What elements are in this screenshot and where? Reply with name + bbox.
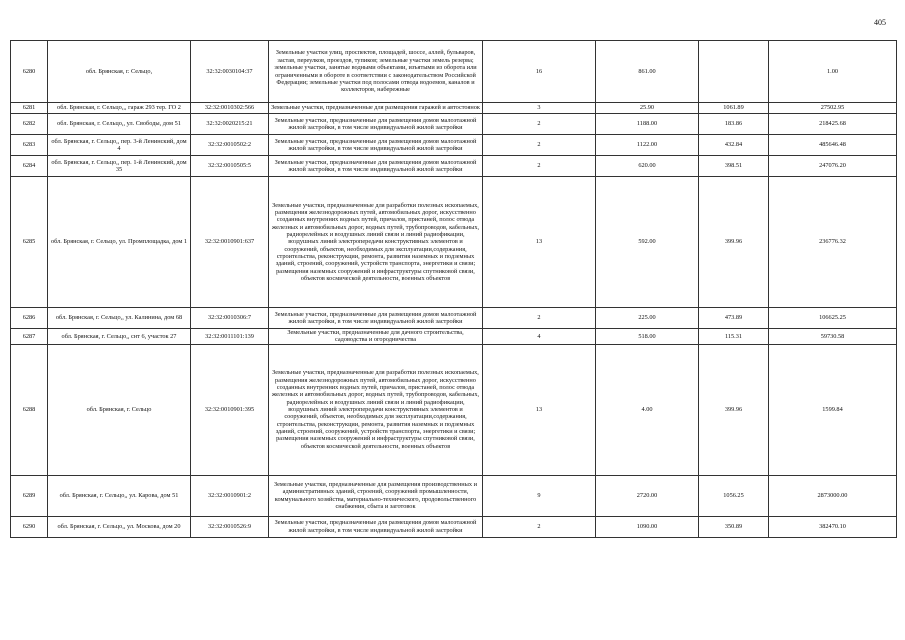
cadastral-value-cell: 27502.95	[769, 103, 897, 114]
table-row	[11, 156, 897, 177]
address-cell: обл. Брянская, г. Сельцо,, ул. Москова, дом 20	[48, 516, 191, 537]
area-cell: 592.00	[596, 177, 699, 308]
row-number-cell: 6288	[11, 344, 48, 475]
cadastral-number-cell: 32:32:0010505:5	[191, 156, 269, 177]
cadastral-number-cell: 32:32:0020215:21	[191, 114, 269, 135]
group-code-cell: 13	[483, 177, 596, 308]
land-use-cell: Земельные участки, предназначенные для размещения домов малоэтажной жилой застройки, в том числе индивидуальной жилой застройки	[269, 156, 483, 177]
area-cell: 25.90	[596, 103, 699, 114]
land-use-cell: Земельные участки, предназначенные для разработки полезных ископаемых, размещения железнодорожных путей, автомобильных дорог, искусственно созданных внутренних водных путей, причалов, пристаней, полос отвода железных и автомобильных дорог, водных путей, трубопроводов, кабельных, радиорелейных и воздушных линий связи и линий радиофикации, воздушных линий электропередачи конструктивных элементов и сооружений, объектов, необходимых для эксплуатации,содержания, строительства, реконструкции, ремонта, развития наземных и подземных зданий, строений, сооружений, устройств транспорта, энергетики и связи; размещения наземных сооружений и инфраструктуры спутниковой связи, объектов космической деятельности, военных объектов	[269, 344, 483, 475]
land-use-cell: Земельные участки, предназначенные для дачного строительства, садоводства и огородничества	[269, 329, 483, 345]
area-cell: 861.00	[596, 41, 699, 103]
unit-cost-cell: 1056.25	[699, 475, 769, 516]
area-cell: 4.00	[596, 344, 699, 475]
cadastral-number-cell: 32:32:0010302:566	[191, 103, 269, 114]
group-code-cell: 2	[483, 308, 596, 329]
table-row	[11, 329, 897, 345]
address-cell: обл. Брянская, г. Сельцо	[48, 344, 191, 475]
land-use-cell: Земельные участки, предназначенные для размещения домов малоэтажной жилой застройки, в том числе индивидуальной жилой застройки	[269, 135, 483, 156]
address-cell: обл. Брянская, г. Сельцо,,, гараж 293 тер. ГО 2	[48, 103, 191, 114]
cadastral-value-cell: 247076.20	[769, 156, 897, 177]
group-code-cell: 2	[483, 156, 596, 177]
land-register-table	[10, 40, 897, 538]
land-use-cell: Земельные участки, предназначенные для размещения гаражей и автостоянок	[269, 103, 483, 114]
cadastral-value-cell: 59730.58	[769, 329, 897, 345]
land-use-cell: Земельные участки, предназначенные для размещения производственных и административных зданий, строений, сооружений промышленности, коммунального хозяйства, материально-технического, продовольственного снабжения, сбыта и заготовок	[269, 475, 483, 516]
area-cell: 225.00	[596, 308, 699, 329]
cadastral-value-cell: 382470.10	[769, 516, 897, 537]
unit-cost-cell: 398.51	[699, 156, 769, 177]
row-number-cell: 6285	[11, 177, 48, 308]
address-cell: обл. Брянская, г. Сельцо,, ул. Карова, дом 51	[48, 475, 191, 516]
address-cell: обл. Брянская, г. Сельцо,, пер. 1-й Ленинский, дом 35	[48, 156, 191, 177]
row-number-cell: 6280	[11, 41, 48, 103]
group-code-cell: 4	[483, 329, 596, 345]
table-row	[11, 103, 897, 114]
unit-cost-cell: 350.89	[699, 516, 769, 537]
table-row	[11, 177, 897, 308]
table-row	[11, 475, 897, 516]
land-use-cell: Земельные участки, предназначенные для размещения домов малоэтажной жилой застройки, в том числе индивидуальной жилой застройки	[269, 114, 483, 135]
address-cell: обл. Брянская, г. Сельцо,, пер. 3-й Ленинский, дом 4	[48, 135, 191, 156]
row-number-cell: 6283	[11, 135, 48, 156]
group-code-cell: 2	[483, 516, 596, 537]
unit-cost-cell: 399.96	[699, 344, 769, 475]
cadastral-number-cell: 32:32:0010901:395	[191, 344, 269, 475]
group-code-cell: 2	[483, 114, 596, 135]
land-use-cell: Земельные участки улиц, проспектов, площадей, шоссе, аллей, бульваров, застав, переулков, проездов, тупиков; земельные участки земель резерва; земельные участки, занятые водными объектами, изъятыми из оборота или ограниченными в обороте в соответствии с законодательством Российской Федерации; земельные участки под полосами отвода водоемов, каналов и коллекторов, набережные	[269, 41, 483, 103]
group-code-cell: 13	[483, 344, 596, 475]
cadastral-value-cell: 106625.25	[769, 308, 897, 329]
table-row	[11, 308, 897, 329]
page-number: 405	[874, 18, 886, 27]
cadastral-value-cell: 218425.68	[769, 114, 897, 135]
area-cell: 518.00	[596, 329, 699, 345]
land-use-cell: Земельные участки, предназначенные для размещения домов малоэтажной жилой застройки, в том числе индивидуальной жилой застройки	[269, 516, 483, 537]
group-code-cell: 16	[483, 41, 596, 103]
row-number-cell: 6289	[11, 475, 48, 516]
area-cell: 620.00	[596, 156, 699, 177]
group-code-cell: 9	[483, 475, 596, 516]
cadastral-number-cell: 32:32:0011101:139	[191, 329, 269, 345]
cadastral-value-cell: 2873000.00	[769, 475, 897, 516]
table-row	[11, 41, 897, 103]
row-number-cell: 6286	[11, 308, 48, 329]
table-row	[11, 344, 897, 475]
group-code-cell: 2	[483, 135, 596, 156]
table-row	[11, 135, 897, 156]
unit-cost-cell	[699, 41, 769, 103]
table-row	[11, 516, 897, 537]
land-use-cell: Земельные участки, предназначенные для размещения домов малоэтажной жилой застройки, в том числе индивидуальной жилой застройки	[269, 308, 483, 329]
cadastral-value-cell: 1.00	[769, 41, 897, 103]
row-number-cell: 6282	[11, 114, 48, 135]
cadastral-number-cell: 32:32:0010306:7	[191, 308, 269, 329]
cadastral-value-cell: 1599.84	[769, 344, 897, 475]
cadastral-number-cell: 32:32:0010502:2	[191, 135, 269, 156]
row-number-cell: 6290	[11, 516, 48, 537]
cadastral-value-cell: 485646.48	[769, 135, 897, 156]
row-number-cell: 6281	[11, 103, 48, 114]
cadastral-number-cell: 32:32:0010526:9	[191, 516, 269, 537]
table-row	[11, 114, 897, 135]
register-body	[11, 41, 897, 538]
unit-cost-cell: 1061.89	[699, 103, 769, 114]
unit-cost-cell: 183.86	[699, 114, 769, 135]
cadastral-number-cell: 32:32:0010901:637	[191, 177, 269, 308]
unit-cost-cell: 115.31	[699, 329, 769, 345]
area-cell: 1122.00	[596, 135, 699, 156]
area-cell: 1188.00	[596, 114, 699, 135]
cadastral-number-cell: 32:32:0030104:37	[191, 41, 269, 103]
row-number-cell: 6284	[11, 156, 48, 177]
address-cell: обл. Брянская, г. Сельцо,, снт 6, участок 27	[48, 329, 191, 345]
unit-cost-cell: 473.89	[699, 308, 769, 329]
address-cell: обл. Брянская, г. Сельцо,, ул. Калинина, дом 68	[48, 308, 191, 329]
address-cell: обл. Брянская, г. Сельцо, ул. Промплощадка, дом 1	[48, 177, 191, 308]
unit-cost-cell: 432.84	[699, 135, 769, 156]
cadastral-number-cell: 32:32:0010901:2	[191, 475, 269, 516]
cadastral-value-cell: 236776.32	[769, 177, 897, 308]
address-cell: обл. Брянская, г. Сельцо,, ул. Свободы, дом 51	[48, 114, 191, 135]
unit-cost-cell: 399.96	[699, 177, 769, 308]
address-cell: обл. Брянская, г. Сельцо,	[48, 41, 191, 103]
area-cell: 1090.00	[596, 516, 699, 537]
area-cell: 2720.00	[596, 475, 699, 516]
group-code-cell: 3	[483, 103, 596, 114]
land-use-cell: Земельные участки, предназначенные для разработки полезных ископаемых, размещения железнодорожных путей, автомобильных дорог, искусственно созданных внутренних водных путей, причалов, пристаней, полос отвода железных и автомобильных дорог, водных путей, трубопроводов, кабельных, радиорелейных и воздушных линий связи и линий радиофикации, воздушных линий электропередачи конструктивных элементов и сооружений, объектов, необходимых для эксплуатации,содержания, строительства, реконструкции, ремонта, развития наземных и подземных зданий, строений, сооружений, устройств транспорта, энергетики и связи; размещения наземных сооружений и инфраструктуры спутниковой связи, объектов космической деятельности, военных объектов	[269, 177, 483, 308]
row-number-cell: 6287	[11, 329, 48, 345]
